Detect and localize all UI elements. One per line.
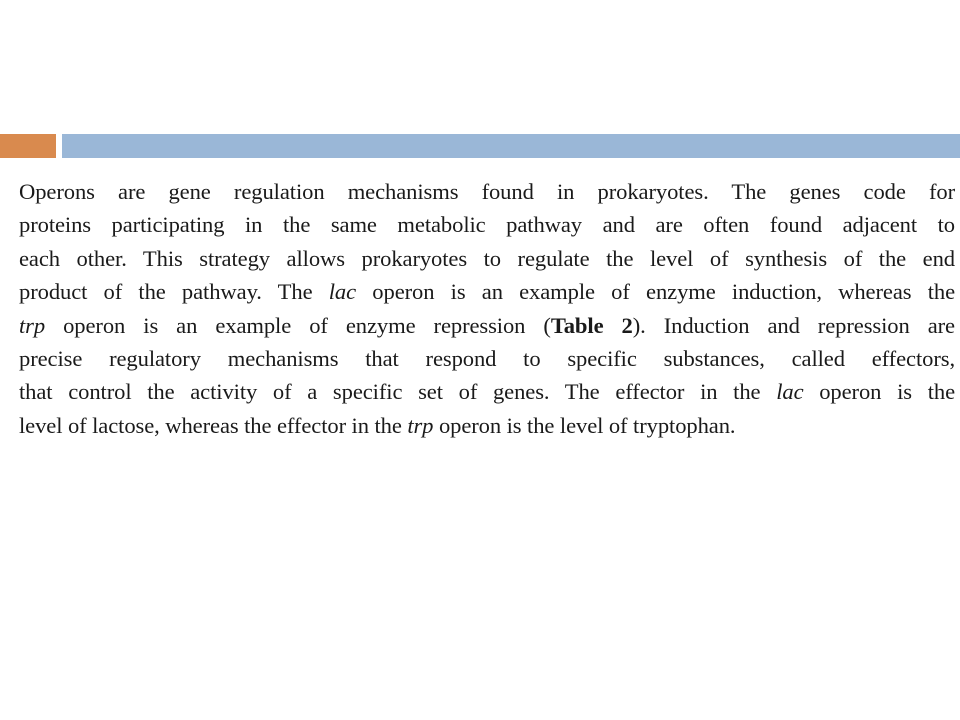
paragraph-line: each other. This strategy allows prokaryotes to regulate the level of synthesis of the end	[19, 245, 955, 271]
paragraph-line: that control the activity of a specific set of genes. The effector in the lac operon is the	[19, 379, 955, 405]
paragraph-line: level of lactose, whereas the effector in the trp operon is the level of tryptophan.	[19, 412, 736, 438]
paragraph-line: proteins participating in the same metabolic pathway and are often found adjacent to	[19, 212, 955, 238]
paragraph-line: trp operon is an example of enzyme repression (Table 2). Induction and repression are	[19, 312, 955, 338]
paragraph-line: precise regulatory mechanisms that respond to specific substances, called effectors,	[19, 346, 955, 372]
paragraph-line: Operons are gene regulation mechanisms found in prokaryotes. The genes code for	[19, 179, 955, 204]
gene-name-trp: trp	[407, 412, 434, 438]
accent-bar-orange	[0, 134, 56, 158]
table-reference: Table 2	[550, 312, 633, 338]
gene-name-trp: trp	[19, 312, 46, 338]
gene-name-lac: lac	[776, 379, 804, 405]
gene-name-lac: lac	[328, 279, 357, 305]
paragraph-line: product of the pathway. The lac operon is an example of enzyme induction, whereas the	[19, 279, 955, 305]
body-paragraph	[19, 175, 955, 442]
accent-bar-blue	[62, 134, 960, 158]
